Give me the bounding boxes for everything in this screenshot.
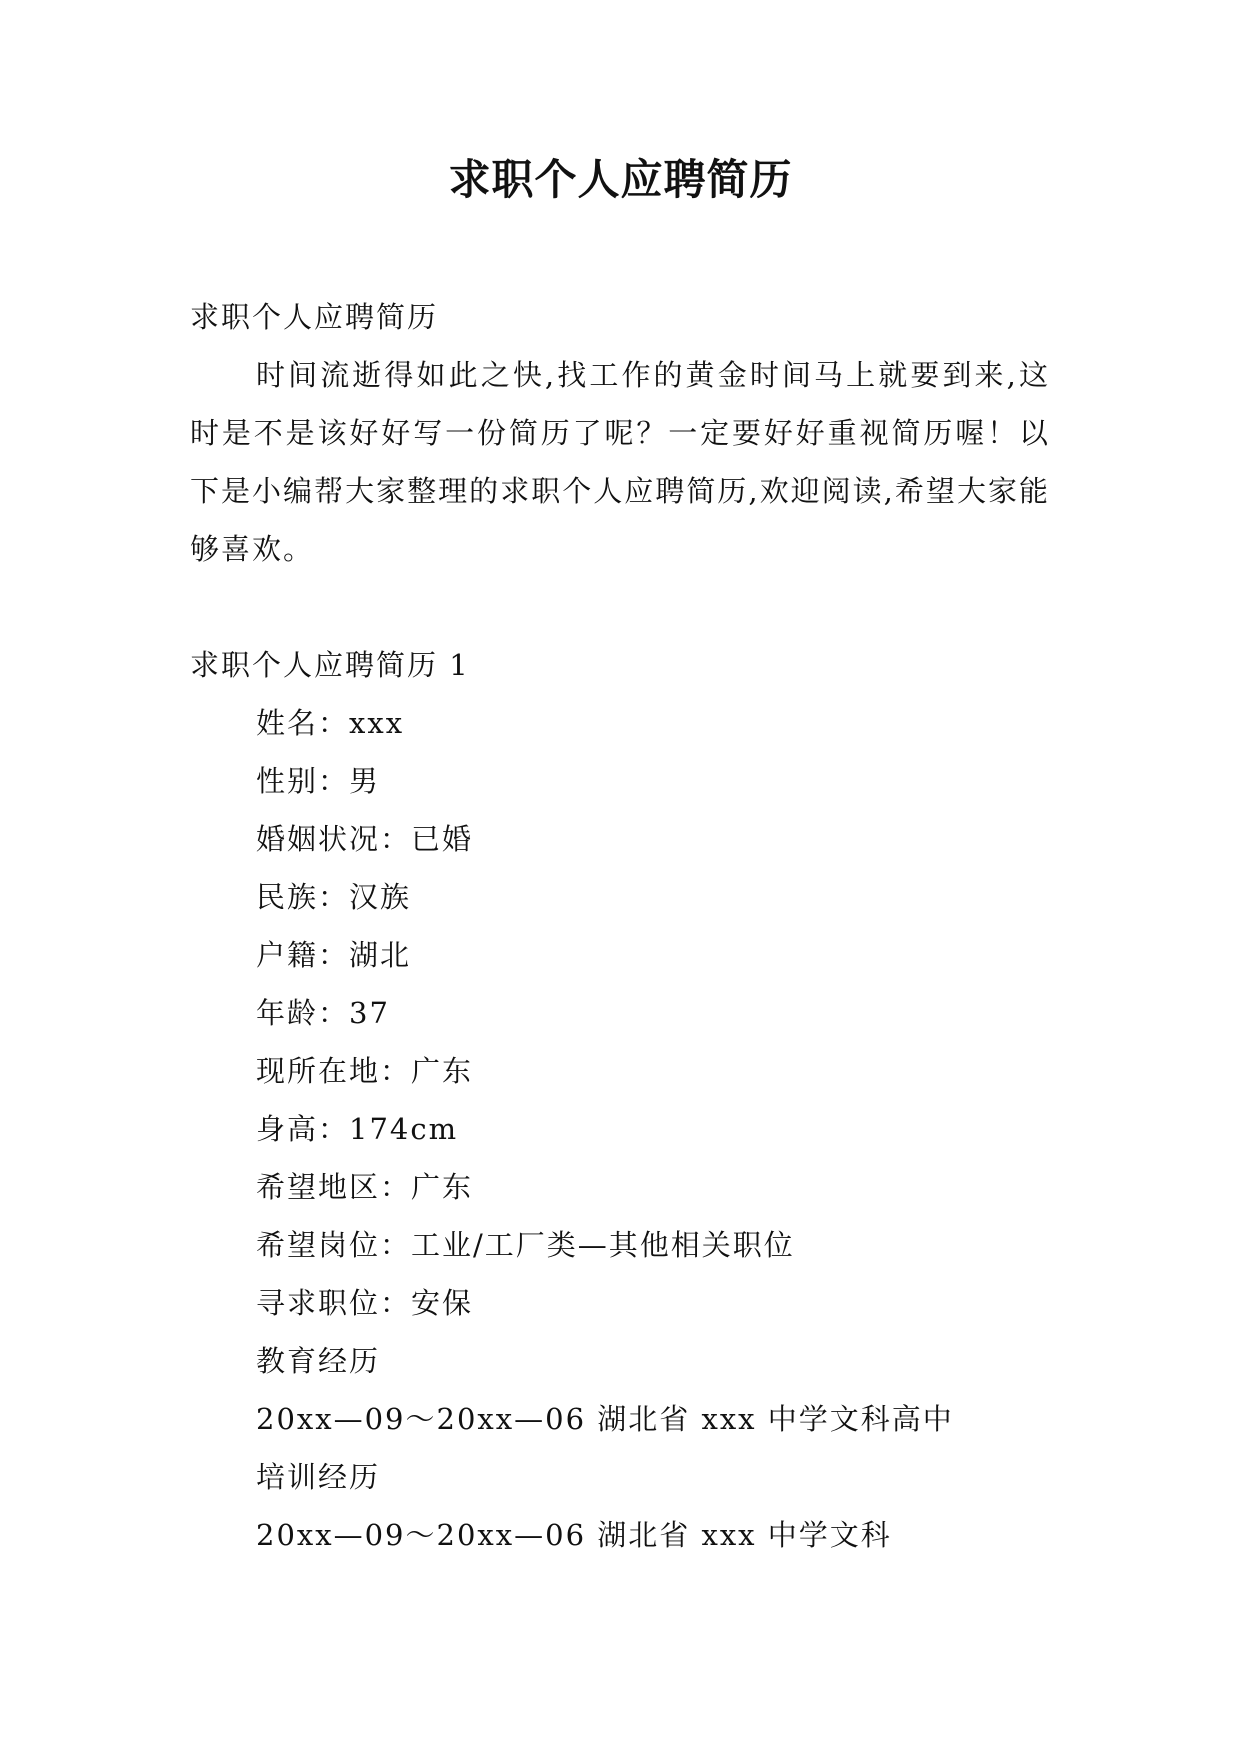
document-body	[190, 288, 1050, 1564]
field-household-registration: 户籍：湖北	[256, 938, 412, 972]
training-heading: 培训经历	[256, 1460, 381, 1494]
education-heading: 教育经历	[256, 1344, 381, 1378]
field-name: 姓名：xxx	[256, 706, 405, 740]
field-marital-status: 婚姻状况：已婚	[256, 822, 474, 856]
field-ethnicity: 民族：汉族	[256, 880, 412, 914]
spacer	[190, 578, 1050, 636]
field-height: 身高：174cm	[256, 1112, 459, 1146]
field-current-location: 现所在地：广东	[256, 1054, 474, 1088]
resume-section-heading: 求职个人应聘简历 1	[190, 648, 470, 682]
section-heading: 求职个人应聘简历	[190, 300, 439, 334]
training-entry: 20xx—09～20xx—06 湖北省 xxx 中学文科	[256, 1518, 892, 1552]
field-desired-region: 希望地区：广东	[256, 1170, 474, 1204]
field-job-sought: 寻求职位：安保	[256, 1286, 474, 1320]
field-desired-position: 希望岗位：工业/工厂类—其他相关职位	[256, 1228, 795, 1262]
field-age: 年龄：37	[256, 996, 390, 1030]
field-gender: 性别：男	[256, 764, 381, 798]
education-entry: 20xx—09～20xx—06 湖北省 xxx 中学文科高中	[256, 1402, 954, 1436]
intro-paragraph: 时间流逝得如此之快,找工作的黄金时间马上就要到来,这时是不是该好好写一份简历了呢？一定要好好重视简历喔！以下是小编帮大家整理的求职个人应聘简历,欢迎阅读,希望大家能够喜欢。	[190, 358, 1050, 566]
document-title: 求职个人应聘简历	[448, 155, 793, 204]
